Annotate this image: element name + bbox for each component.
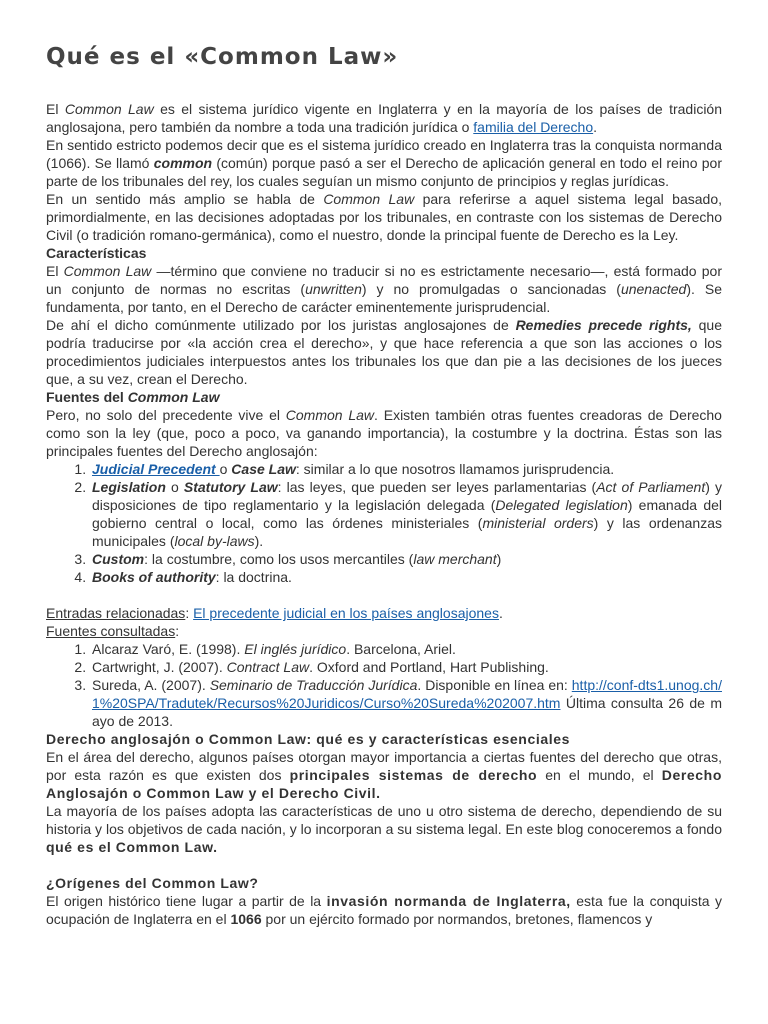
text: ). Se fundamenta, por tanto, en el Derecho de carácter eminentemente jurisprudencial. — [46, 281, 722, 315]
text: qué es el Common Law. — [46, 839, 218, 855]
list-item — [90, 676, 722, 730]
term-unwritten: unwritten — [305, 281, 362, 297]
term-common-law: Common Law — [64, 101, 154, 117]
related-entries-label: Entradas relacionadas — [46, 605, 186, 621]
list-item — [90, 460, 722, 478]
spacer — [46, 586, 722, 604]
strict-sense-paragraph — [46, 136, 722, 190]
broad-sense-paragraph — [46, 190, 722, 244]
list-item — [90, 550, 722, 568]
text: Pero, no solo del precedente vive el — [46, 407, 286, 423]
text: En sentido estricto podemos decir que es el sistema jurídico creado en Inglaterra tras la conquista normanda (1066). Se llamó — [46, 137, 722, 171]
text: . Disponible en línea en: — [417, 677, 572, 693]
list-item — [90, 658, 722, 676]
consulted-sources — [46, 622, 722, 640]
text: : las leyes, que pueden ser leyes parlamentarias ( — [277, 479, 597, 495]
text: por un ejército formado por normandos, bretones, flamencos y — [261, 911, 653, 927]
text: : la doctrina. — [215, 569, 292, 585]
text: en el mundo, el — [537, 767, 662, 783]
text: (común) porque pasó a ser el Derecho de aplicación general en todo el reino por parte de los tribunales del rey, los cuales seguían un mismo conjunto de principios y reglas jurídicas. — [46, 155, 722, 189]
term-legislation: Legislation — [92, 479, 166, 495]
consulted-sources-label: Fuentes consultadas — [46, 623, 176, 639]
text: es el sistema jurídico vigente en Inglaterra y en la mayoría de los países de tradición anglosajona, pero también da nombre a toda una tradición jurídica o — [46, 101, 722, 135]
term-law-merchant: law merchant — [413, 551, 497, 567]
text: ) emanada del gobierno central o local, como las órdenes ministeriales ( — [92, 497, 723, 531]
text: o — [219, 461, 232, 477]
text: Cartwright, J. (2007). — [92, 659, 227, 675]
term-common-law: Common Law — [323, 191, 415, 207]
text: ) y las ordenanzas municipales ( — [92, 515, 722, 549]
text: : — [175, 623, 180, 639]
list-item — [90, 640, 722, 658]
heading-caracteristicas: Características — [46, 245, 147, 261]
link-sureda-pdf[interactable]: http://conf-dts1.unog.ch/1%20SPA/Tradutek/Recursos%20Juridicos/Curso%20Sureda%202007.htm — [92, 677, 722, 711]
text: El — [46, 263, 64, 279]
book-title: El inglés jurídico — [244, 641, 347, 657]
term-common: common — [153, 155, 213, 171]
heading-derecho-anglosajon: Derecho anglosajón o Common Law: qué es y características esenciales — [46, 731, 570, 747]
text: . Oxford and Portland, Hart Publishing. — [309, 659, 549, 675]
heading-origenes: ¿Orígenes del Common Law? — [46, 875, 259, 891]
related-entries — [46, 604, 722, 622]
term-local-by-laws: local by-laws — [174, 533, 255, 549]
term-case-law: Case Law — [231, 461, 296, 477]
text: invasión normanda de Inglaterra, — [326, 893, 571, 909]
text: ) — [496, 551, 502, 567]
text: En el área del derecho, algunos países otorgan mayor importancia a ciertas fuentes del derecho que otras, por esta razón es que existen dos — [46, 749, 722, 783]
text: La mayoría de los países adopta las características de uno u otro sistema de derecho, dependiendo de su historia y los objetivos de cada nación, y lo incorporan a su sistema legal. En este blog conoceremos a fondo — [46, 803, 722, 837]
characteristics-paragraph — [46, 262, 722, 316]
term-common-law: Common Law — [63, 263, 152, 279]
text: En un sentido más amplio se habla de — [46, 191, 324, 207]
text: . — [593, 119, 598, 135]
blog-intro-paragraph — [46, 802, 722, 856]
systems-paragraph — [46, 748, 722, 802]
references-list — [46, 640, 722, 730]
sources-intro-paragraph — [46, 406, 722, 460]
text: ) y no promulgadas o sancionadas ( — [361, 281, 621, 297]
text: De ahí el dicho comúnmente utilizado por los juristas anglosajones de — [46, 317, 516, 333]
term-statutory-law: Statutory Law — [183, 479, 278, 495]
sources-list — [46, 460, 722, 586]
text: o — [165, 479, 184, 495]
text: : la costumbre, como los usos mercantiles ( — [144, 551, 414, 567]
list-item — [90, 478, 722, 550]
term-custom: Custom — [92, 551, 145, 567]
heading-fuentes — [46, 388, 722, 406]
text: Sureda, A. (2007). — [92, 677, 210, 693]
page-title: Qué es el «Common Law» — [46, 44, 399, 70]
text: . Barcelona, Ariel. — [346, 641, 456, 657]
term-books-of-authority: Books of authority — [92, 569, 216, 585]
link-judicial-precedent[interactable]: Judicial Precedent — [92, 461, 220, 477]
text: El — [46, 101, 65, 117]
text: Derecho Anglosajón o Common Law y el Derecho Civil. — [46, 767, 722, 801]
remedies-paragraph — [46, 316, 722, 388]
text: para referirse a aquel sistema legal basado, primordialmente, en las decisiones adoptadas por los tribunales, en contraste con los sistemas de Derecho Civil (o tradición romano-germánica), como el nuestro, donde la principal fuente de Derecho es la Ley. — [46, 191, 722, 243]
text: principales sistemas de derecho — [289, 767, 538, 783]
text: . — [498, 605, 503, 621]
text: El origen histórico tiene lugar a partir de la — [46, 893, 327, 909]
term-remedies-precede-rights: Remedies precede rights, — [515, 317, 692, 333]
list-item — [90, 568, 722, 586]
spacer — [46, 856, 722, 874]
text: ). — [254, 533, 264, 549]
text: Alcaraz Varó, E. (1998). — [92, 641, 245, 657]
text: que podría traducirse por «la acción crea el derecho», y que hace referencia a que son las acciones o los procedimientos judiciales interpuestos antes los tribunales los que dan pie a las decisiones de los jueces que, a su vez, crean el Derecho. — [46, 317, 723, 387]
text: Common Law — [127, 389, 220, 405]
text: Última consulta 26 de mayo de 2013. — [92, 695, 722, 729]
link-familia-del-derecho[interactable]: familia del Derecho — [473, 119, 594, 135]
term-act-of-parliament: Act of Parliament — [596, 479, 706, 495]
intro-paragraph — [46, 100, 722, 136]
term-ministerial-orders: ministerial orders — [482, 515, 594, 531]
link-precedente-judicial[interactable]: El precedente judicial en los países anglosajones — [193, 605, 499, 621]
term-common-law: Common Law — [285, 407, 375, 423]
text: . Existen también otras fuentes creadoras de Derecho como son la ley (que, poco a poco, va ganando importancia), la costumbre y la doctrina. Éstas son las principales fuentes del Derecho anglosajón: — [46, 407, 722, 459]
text: : — [185, 605, 194, 621]
text: —término que conviene no traducir si no es estrictamente necesario—, está formado por un conjunto de normas no escritas ( — [46, 263, 722, 297]
text: Fuentes del — [46, 389, 128, 405]
text: esta fue la conquista y ocupación de Inglaterra en el — [46, 893, 722, 927]
term-unenacted: unenacted — [620, 281, 687, 297]
year: 1066 — [230, 911, 262, 927]
term-delegated-legislation: Delegated legislation — [495, 497, 628, 513]
origins-paragraph — [46, 892, 722, 928]
book-title: Seminario de Traducción Jurídica — [209, 677, 418, 693]
text: ) y disposiciones de tipo reglamentario y la legislación delegada ( — [92, 479, 722, 513]
text: : similar a lo que nosotros llamamos jurisprudencia. — [295, 461, 615, 477]
book-title: Contract Law — [226, 659, 310, 675]
